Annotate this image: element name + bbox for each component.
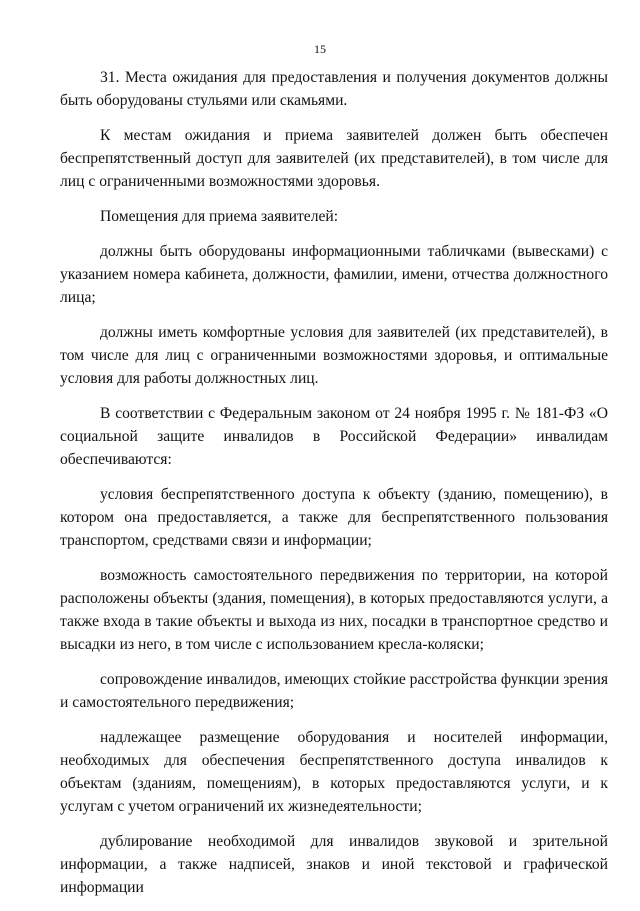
paragraph-federal-law: В соответствии с Федеральным законом от 24 ноября 1995 г. № 181-ФЗ «О социальной защите инвалидов в Российской Федерации» инвалидам обеспечиваются: bbox=[60, 405, 608, 468]
paragraph-barrier-free-access: условия беспрепятственного доступа к объекту (зданию, помещению), в котором она предоставляется, а также для беспрепятственного пользования транспортом, средствами связи и информации; bbox=[60, 486, 608, 549]
paragraph-reception-rooms: Помещения для приема заявителей: bbox=[100, 208, 339, 225]
paragraph-info-signs: должны быть оборудованы информационными табличками (вывесками) с указанием номера кабинета, должности, фамилии, имени, отчества должностного лица; bbox=[60, 243, 608, 306]
page-number: 15 bbox=[314, 42, 326, 56]
paragraph-accompaniment: сопровождение инвалидов, имеющих стойкие расстройства функции зрения и самостоятельного передвижения; bbox=[60, 671, 608, 711]
paragraph-waiting-areas: 31. Места ожидания для предоставления и получения документов должны быть оборудованы стульями или скамьями. bbox=[60, 69, 608, 109]
paragraph-independent-movement: возможность самостоятельного передвижения по территории, на которой расположены объекты (здания, помещения), в которых предоставляются услуги, а также входа в такие объекты и выхода из них, посадки в транспортное средство и высадки из него, в том числе с использованием кресла-коляски; bbox=[60, 567, 608, 653]
paragraph-access-waiting-areas: К местам ожидания и приема заявителей должен быть обеспечен беспрепятственный доступ для заявителей (их представителей), в том числе для лиц с ограниченными возможностями здоровья. bbox=[60, 127, 608, 190]
paragraph-duplication: дублирование необходимой для инвалидов звуковой и зрительной информации, а также надписей, знаков и иной текстовой и графической информации bbox=[60, 833, 608, 896]
paragraph-equipment-placement: надлежащее размещение оборудования и носителей информации, необходимых для обеспечения беспрепятственного доступа инвалидов к объектам (зданиям, помещениям), в которых предоставляются услуги, и к услугам с учетом ограничений их жизнедеятельности; bbox=[60, 729, 608, 815]
document-body bbox=[60, 66, 608, 911]
paragraph-comfortable-conditions: должны иметь комфортные условия для заявителей (их представителей), в том числе для лиц с ограниченными возможностями здоровья, и оптимальные условия для работы должностных лиц. bbox=[60, 324, 608, 387]
